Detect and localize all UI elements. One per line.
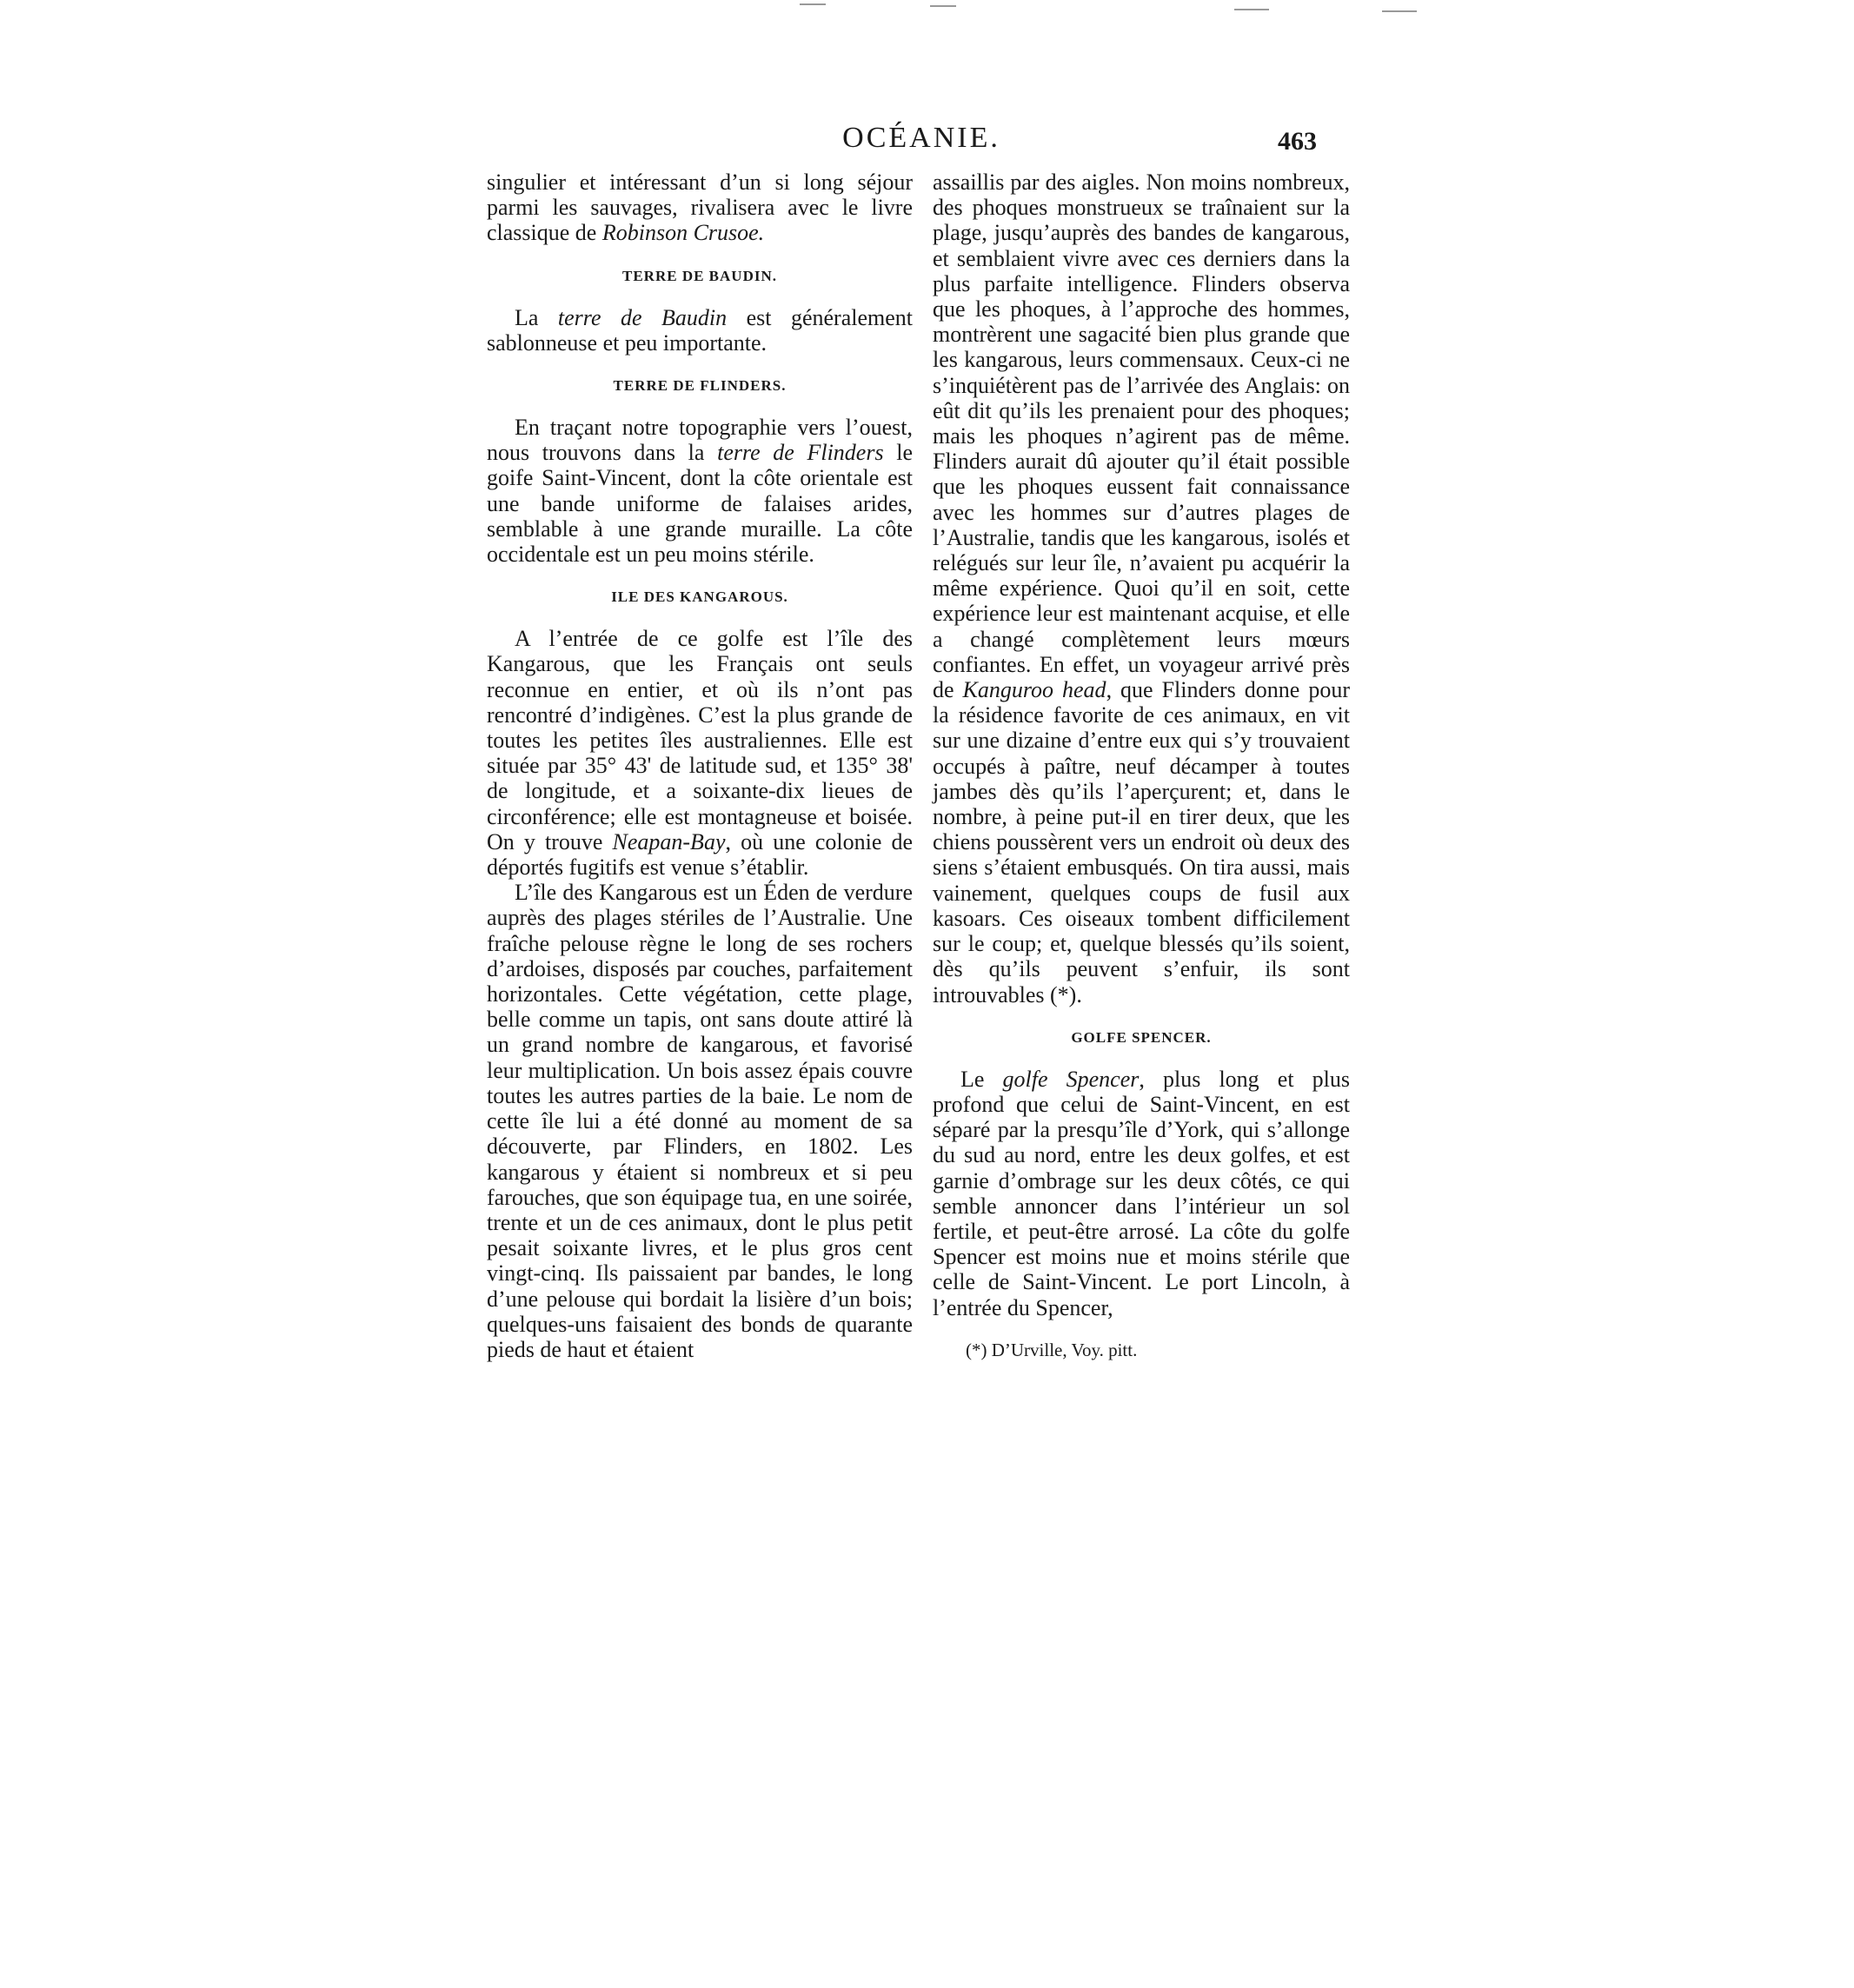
paragraph: Le golfe Spencer, plus long et plus profond que celui de Saint-Vincent, en est séparé par la presqu’île d’York, qui s’allonge du sud au nord, entre les deux golfes, et est garnie d’ombrage sur les deux côtés, ce qui semble annoncer dans l’intérieur un sol fertile, et peut-être arrosé. La côte du golfe Spencer est moins nue et moins stérile que celle de Saint-Vincent. Le port Lincoln, à l’entrée du Spencer, [933,1066,1351,1320]
section-heading-ile-des-kangarous: ILE DES KANGAROUS. [611,588,788,606]
paragraph: assaillis par des aigles. Non moins nombreux, des phoques monstrueux se traînaient sur la plage, jusqu’auprès des bandes de kangarous, et semblaient vivre avec ces derniers dans la plus parfaite intelligence. Flinders observa que les phoques, à l’approche des hommes, montrèrent une sagacité bien plus grande que les kangarous, leurs commensaux. Ceux-ci ne s’inquiétèrent pas de l’arrivée des Anglais: on eût dit qu’ils les prenaient pour des phoques; mais les phoques n’agirent pas de même. Flinders aurait dû ajouter qu’il était possible que les phoques eussent fait connaissance avec les hommes sur d’autres plages de l’Australie, tandis que les kangarous, isolés et relégués sur leur île, n’avaient pu acquérir la même expérience. Quoi qu’il en soit, cette expérience leur est maintenant acquise, et elle a changé complètement leurs mœurs confiantes. En effet, un voyageur arrivé près de Kanguroo head, que Flinders donne pour la résidence favorite de ces animaux, en vit sur une dizaine d’entre eux qui s’y trouvaient occupés à paître, neuf décamper à toutes jambes dès qu’ils l’aperçurent; et, dans le nombre, à peine put-il en tirer deux, que les chiens poussèrent vers un endroit où deux des siens s’étaient embusqués. On tira aussi, mais vainement, quelques coups de fusil aux kasoars. Ces oiseaux tombent difficilement sur le coup; et, quelque blessés qu’ils soient, dès qu’ils peuvent s’enfuir, ils sont introuvables (*). [933,170,1350,1007]
left-column [487,170,913,1362]
scan-mark [1382,10,1417,12]
section-heading-golfe-spencer: GOLFE SPENCER. [1071,1028,1212,1046]
paragraph: singulier et intéressant d’un si long séjour parmi les sauvages, rivalisera avec le livre classique de Robinson Crusoe. [487,170,913,246]
page-number: 463 [1278,127,1317,156]
scan-mark [930,5,956,7]
section-heading-terre-de-flinders: TERRE DE FLINDERS. [613,377,787,395]
scan-mark [800,3,826,5]
section-heading-terre-de-baudin: TERRE DE BAUDIN. [622,267,777,284]
footnote: (*) D’Urville, Voy. pitt. [966,1339,1138,1360]
running-header-title: OCÉANIE. [842,122,1000,154]
paragraph: La terre de Baudin est généralement sablonneuse et peu importante. [487,304,913,356]
scan-mark [1234,9,1269,10]
paragraph: L’île des Kangarous est un Éden de verdure auprès des plages stériles de l’Australie. Une fraîche pelouse règne le long de ses rochers d’ardoises, disposés par couches, parfaitement horizontales. Cette végétation, cette plage, belle comme un tapis, ont sans doute attiré là un grand nombre de kangarous, et favorisé leur multiplication. Un bois assez épais couvre toutes les autres parties de la baie. Le nom de cette île lui a été donné au moment de sa découverte, par Flinders, en 1802. Les kangarous y étaient si nombreux et si peu farouches, que son équipage tua, en une soirée, trente et un de ces animaux, dont le plus petit pesait soixante livres, et le plus gros cent vingt-cinq. Ils paissaient par bandes, le long d’une pelouse qui bordait la lisière d’un bois; quelques-uns faisaient des bonds de quarante pieds de haut et étaient [487,880,913,1362]
right-column [933,170,1350,1363]
paragraph: En traçant notre topographie vers l’ouest, nous trouvons dans la terre de Flinders le goife Saint-Vincent, dont la côte orientale est une bande uniforme de falaises arides, semblable à une grande muraille. La côte occidentale est un peu moins stérile. [487,415,913,568]
paragraph: A l’entrée de ce golfe est l’île des Kangarous, que les Français ont seuls reconnue en entier, et où ils n’ont pas rencontré d’indigènes. C’est la plus grande de toutes les petites îles australiennes. Elle est située par 35° 43' de latitude sud, et 135° 38' de longitude, et a soixante-dix lieues de circonférence; elle est montagneuse et boisée. On y trouve Neapan-Bay, où une colonie de déportés fugitifs est venue s’établir. [487,626,914,881]
